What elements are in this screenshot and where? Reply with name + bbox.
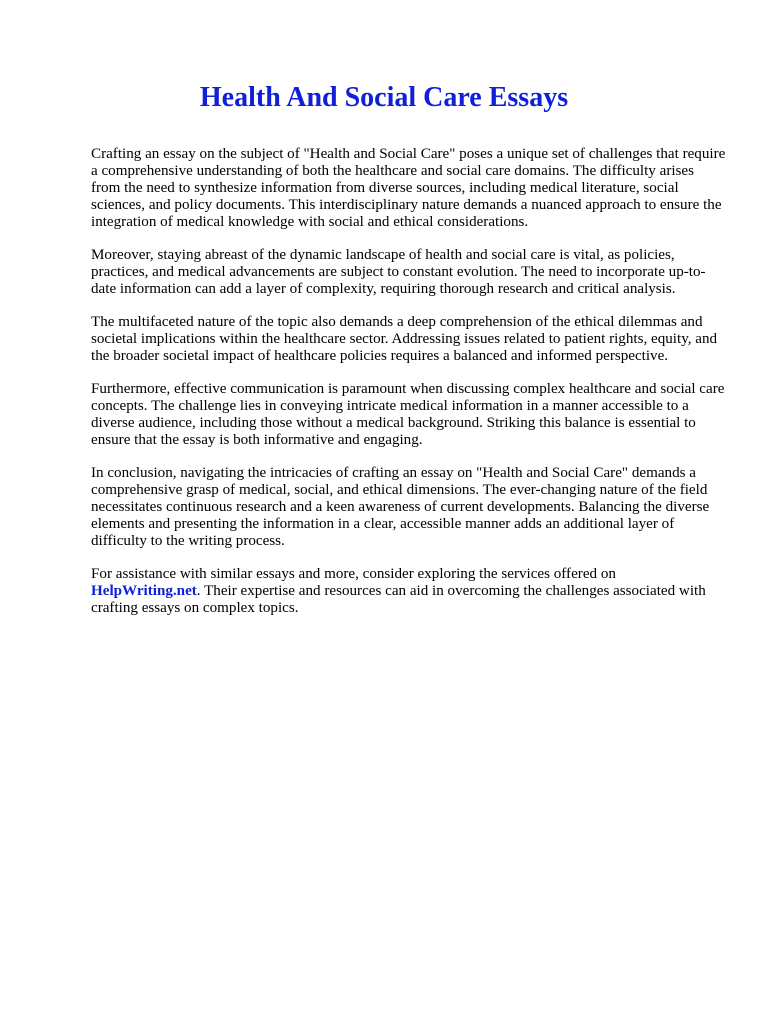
- paragraph-dynamic-landscape: Moreover, staying abreast of the dynamic landscape of health and social care is vital, as policies, practices, and medical advancements are subject to constant evolution. The need to incorporate up-to-date information can add a layer of complexity, requiring thorough research and critical analysis.: [91, 247, 706, 297]
- assistance-text-before: For assistance with similar essays and more, consider exploring the services offered on: [91, 566, 616, 582]
- paragraph-conclusion: In conclusion, navigating the intricacies of crafting an essay on "Health and Social Care" demands a comprehensive grasp of medical, social, and ethical dimensions. The ever-changing nature of the field necessitates continuous research and a keen awareness of current developments. Balancing the diverse elements and presenting the information in a clear, accessible manner adds an additional layer of difficulty to the writing process.: [91, 465, 710, 549]
- essay-body: [91, 146, 727, 633]
- paragraph-assistance: [91, 566, 727, 617]
- page-title: Health And Social Care Essays: [199, 82, 569, 113]
- assistance-text-after: . Their expertise and resources can aid in overcoming the challenges associated with crafting essays on complex topics.: [91, 583, 706, 616]
- paragraph-ethics: The multifaceted nature of the topic also demands a deep comprehension of the ethical dilemmas and societal implications within the healthcare sector. Addressing issues related to patient rights, equity, and the broader societal impact of healthcare policies requires a balanced and informed perspective.: [91, 314, 718, 364]
- paragraph-communication: Furthermore, effective communication is paramount when discussing complex healthcare and social care concepts. The challenge lies in conveying intricate medical information in a manner accessible to a diverse audience, including those without a medical background. Striking this balance is essential to ensure that the essay is both informative and engaging.: [91, 381, 725, 448]
- paragraph-intro: Crafting an essay on the subject of "Health and Social Care" poses a unique set of challenges that require a comprehensive understanding of both the healthcare and social care domains. The difficulty arises from the need to synthesize information from diverse sources, including medical literature, social sciences, and policy documents. This interdisciplinary nature demands a nuanced approach to ensure the integration of medical knowledge with social and ethical considerations.: [91, 146, 726, 230]
- helpwriting-link[interactable]: HelpWriting.net: [91, 583, 197, 599]
